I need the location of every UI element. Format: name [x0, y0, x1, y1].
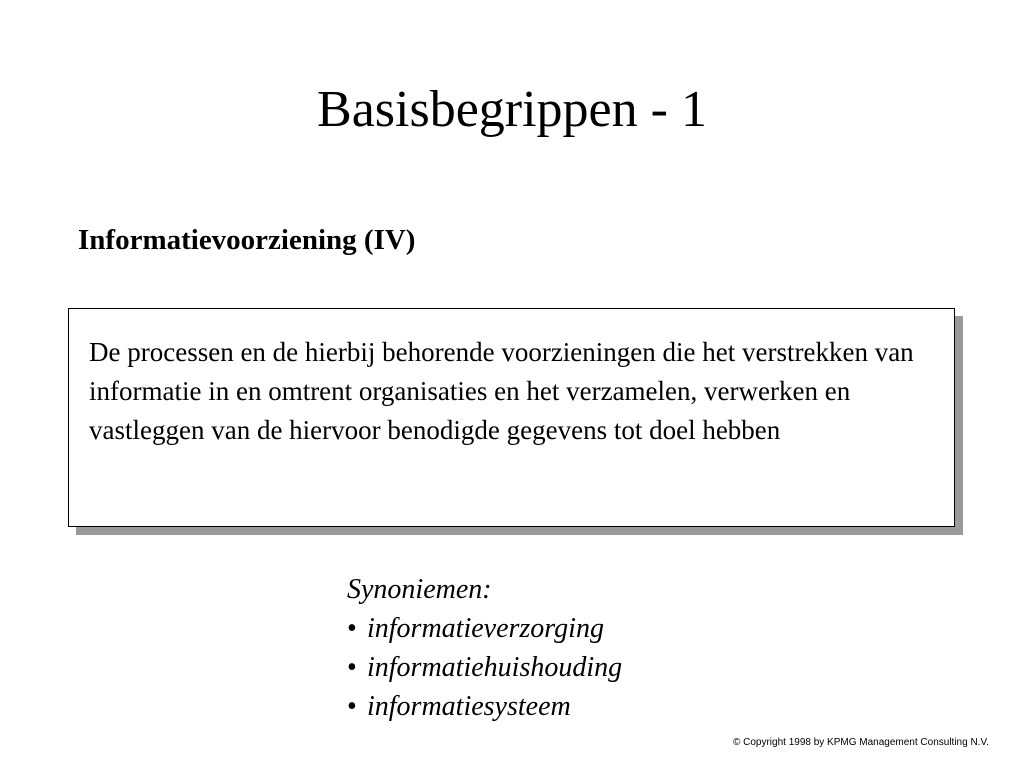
synonym-item [347, 609, 622, 648]
definition-box [68, 308, 955, 527]
section-subtitle: Informatievoorziening (IV) [78, 224, 416, 256]
copyright-notice: © Copyright 1998 by KPMG Management Consulting N.V. [732, 737, 989, 748]
synonyms-list [347, 609, 622, 726]
bullet-icon: • [347, 691, 357, 722]
synonym-label: informatiesysteem [367, 691, 571, 722]
synonym-label: informatiehuishouding [367, 652, 623, 683]
bullet-icon: • [347, 652, 357, 683]
synonyms-block [347, 570, 622, 726]
synonym-label: informatieverzorging [367, 613, 604, 644]
synonym-item [347, 687, 622, 726]
definition-text: De processen en de hierbij behorende voorzieningen die het verstrekken van informatie in en omtrent organisaties en het verzamelen, verwerken en vastleggen van de hiervoor benodigde gegevens tot doel hebben [89, 337, 914, 445]
synonyms-heading: Synoniemen: [347, 574, 492, 605]
synonym-item [347, 648, 622, 687]
slide-title: Basisbegrippen - 1 [317, 81, 707, 138]
bullet-icon: • [347, 613, 357, 644]
